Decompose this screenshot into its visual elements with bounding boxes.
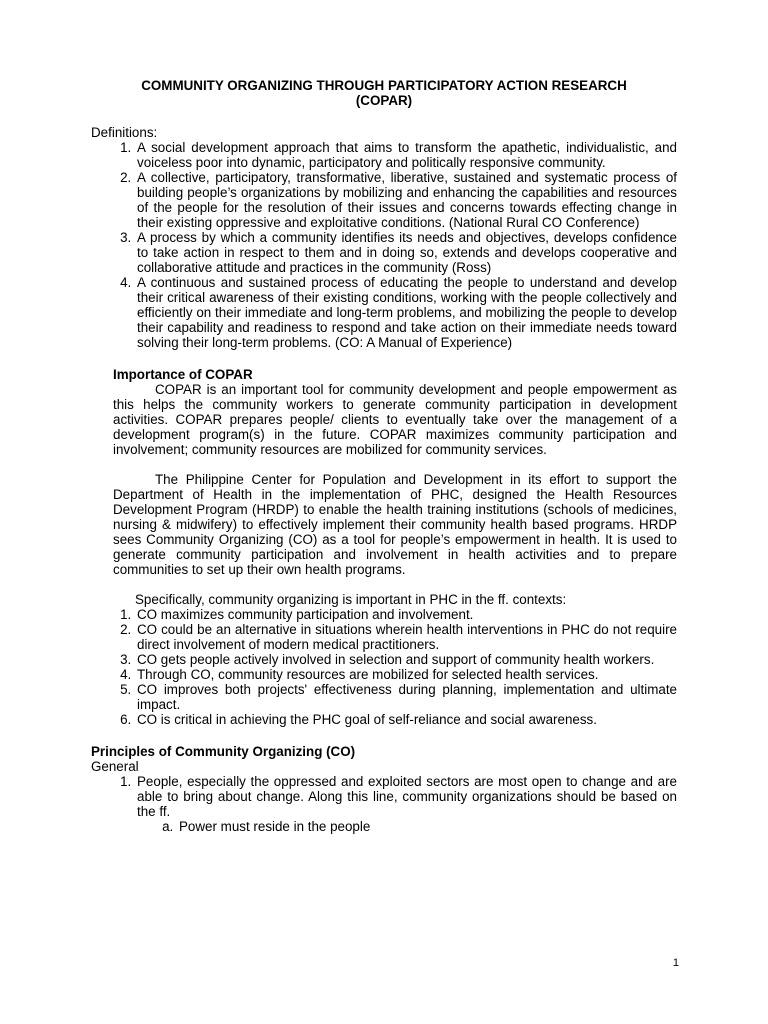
definitions-label: Definitions: <box>91 125 158 140</box>
importance-item: 2. CO could be an alternative in situations wherein health interventions in PHC do not require direct involvement of modern medical practitioners. <box>135 622 677 652</box>
definition-item: 1. A social development approach that aims to transform the apathetic, individualistic, and voiceless poor into dynamic, participatory and politically responsive community. <box>135 140 677 170</box>
page-content <box>91 78 677 834</box>
document-title <box>91 78 677 108</box>
title-line-1: COMMUNITY ORGANIZING THROUGH PARTICIPATORY ACTION RESEARCH <box>141 78 627 93</box>
principle-subitems <box>137 819 677 834</box>
importance-list <box>91 607 677 727</box>
importance-item: 4. Through CO, community resources are mobilized for selected health services. <box>135 667 677 682</box>
principle-subitem: a. Power must reside in the people <box>177 819 677 834</box>
principle-item-text: People, especially the oppressed and exploited sectors are most open to change and are able to bring about change. Along this line, community organizations should be based on the ff. <box>137 774 677 819</box>
importance-item: 6. CO is critical in achieving the PHC goal of self-reliance and social awareness. <box>135 712 677 727</box>
importance-item: 3. CO gets people actively involved in selection and support of community health workers. <box>135 652 677 667</box>
importance-item: 1. CO maximizes community participation and involvement. <box>135 607 677 622</box>
importance-heading: Importance of COPAR <box>113 367 253 382</box>
principle-item <box>135 774 677 834</box>
definition-item: 3. A process by which a community identifies its needs and objectives, develops confidence to take action in respect to them and in doing so, extends and develops cooperative and collaborative attitude and practices in the community (Ross) <box>135 230 677 275</box>
definitions-list <box>91 140 677 350</box>
title-line-2: (COPAR) <box>355 93 413 108</box>
principles-heading: Principles of Community Organizing (CO) <box>91 744 356 759</box>
principles-subheading: General <box>91 759 139 774</box>
importance-paragraph-2: The Philippine Center for Population and Development in its effort to support the Department of Health in the implementation of PHC, designed the Health Resources Development Program (HRDP) to enable the health training institutions (schools of medicines, nursing & midwifery) to effectively implement their community health based programs. HRDP sees Community Organizing (CO) as a tool for people’s empowerment in health. It is used to generate community participation and involvement in health activities and to prepare communities to set up their own health programs. <box>113 472 677 577</box>
importance-item: 5. CO improves both projects' effectiveness during planning, implementation and ultimate impact. <box>135 682 677 712</box>
importance-lead: Specifically, community organizing is important in PHC in the ff. contexts: <box>135 592 567 607</box>
principles-list <box>91 774 677 834</box>
definition-item: 2. A collective, participatory, transformative, liberative, sustained and systematic process of building people’s organizations by mobilizing and enhancing the capabilities and resources of the people for the resolution of their issues and concerns towards effecting change in their existing oppressive and exploitative conditions. (National Rural CO Conference) <box>135 170 677 230</box>
importance-paragraph-1: COPAR is an important tool for community development and people empowerment as this helps the community workers to generate community participation in development activities. COPAR prepares people/ clients to eventually take over the management of a development program(s) in the future. COPAR maximizes community participation and involvement; community resources are mobilized for community services. <box>113 382 677 457</box>
page-number: 1 <box>672 957 679 969</box>
definition-item: 4. A continuous and sustained process of educating the people to understand and develop their critical awareness of their existing conditions, working with the people collectively and efficiently on their immediate and long-term problems, and mobilizing the people to develop their capability and readiness to respond and take action on their immediate needs toward solving their long-term problems. (CO: A Manual of Experience) <box>135 275 677 350</box>
